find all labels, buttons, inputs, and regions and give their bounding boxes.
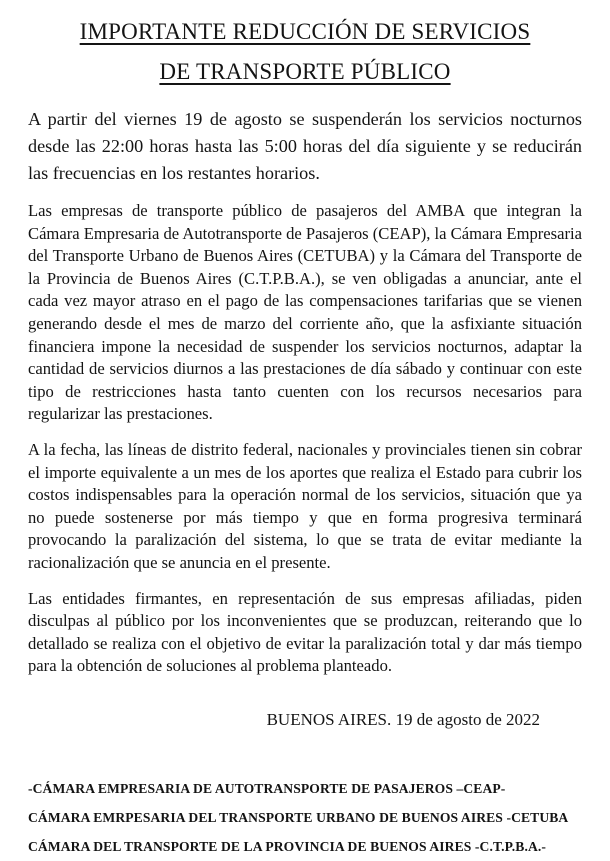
paragraph-financial-situation: A la fecha, las líneas de distrito federal, nacionales y provinciales tienen sin cobrar el importe equivalente a un mes de los aportes que realiza el Estado para cubrir los costos indispensables para la operación normal de los servicios, situación que ya no puede sostenerse por más tiempo y que en forma progresiva terminará provocando la paralización del sistema, lo que se trata de evitar mediante la racionalización que se anuncia en el presente. (28, 439, 582, 572)
dateline: BUENOS AIRES. 19 de agosto de 2022 (266, 709, 540, 729)
page-title-line-1: IMPORTANTE REDUCCIÓN DE SERVICIOS (79, 19, 531, 44)
paragraph-apology: Las entidades firmantes, en representación de sus empresas afiliadas, piden disculpas al público por los inconvenientes que se produzcan, reiterando que lo detallado se realiza con el objetivo de evitar la paralización total y dar más tiempo para la obtención de soluciones al problema planteado. (28, 588, 582, 676)
paragraph-chambers-announcement: Las empresas de transporte público de pasajeros del AMBA que integran la Cámara Empresaria de Autotransporte de Pasajeros (CEAP), la Cámara Empresaria del Transporte Urbano de Buenos Aires (CETUBA) y la Cámara del Transporte de la Provincia de Buenos Aires (C.T.P.B.A.), se ven obligadas a anunciar, ante el cada vez mayor atraso en el pago de las compensaciones tarifarias que se vienen generando desde el mes de marzo del corriente año, que la asfixiante situación financiera impone la necesidad de suspender los servicios nocturnos, adaptar la cantidad de servicios diurnos a las prestaciones de día sábado y continuar con este tipo de restricciones hasta tanto cuenten con los recursos necesarios para regularizar las prestaciones. (28, 201, 582, 424)
page-title (28, 12, 582, 92)
signatories-block (28, 774, 582, 861)
page-title-line-2: DE TRANSPORTE PÚBLICO (159, 59, 451, 84)
paragraph-service-suspension-summary: A partir del viernes 19 de agosto se suspenderán los servicios nocturnos desde las 22:00 horas hasta las 5:00 horas del día siguiente y se reducirán las frecuencias en los restantes horarios. (28, 109, 582, 183)
signatory-ceap: -CÁMARA EMPRESARIA DE AUTOTRANSPORTE DE PASAJEROS –CEAP- (28, 780, 506, 796)
signatory-cetuba: CÁMARA EMRPESARIA DEL TRANSPORTE URBANO DE BUENOS AIRES -CETUBA (28, 809, 569, 825)
signatory-ctpba: CÁMARA DEL TRANSPORTE DE LA PROVINCIA DE BUENOS AIRES -C.T.P.B.A.- (28, 838, 546, 854)
